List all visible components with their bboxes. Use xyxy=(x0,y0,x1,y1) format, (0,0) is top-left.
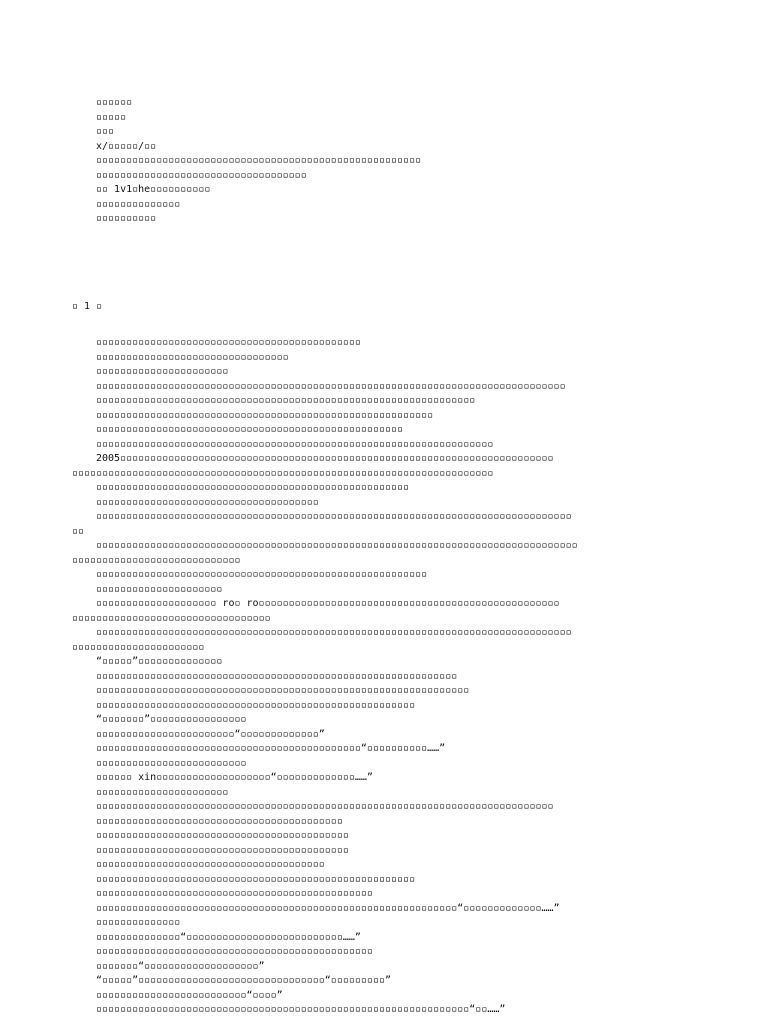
text-line: ▫▫▫▫▫▫▫▫▫▫▫▫▫▫▫▫▫▫▫▫▫▫▫▫▫▫▫▫▫▫▫▫▫▫▫▫▫▫▫▫▫▫▫▫▫▫▫▫▫▫▫▫▫▫▫▫ xyxy=(96,409,434,421)
header-line: ▫▫▫ xyxy=(96,126,115,137)
text-line: ▫▫▫▫▫▫▫▫▫▫▫▫▫▫▫▫▫▫▫▫▫▫▫▫▫▫▫▫▫▫▫▫▫▫▫▫▫ xyxy=(96,496,319,508)
text-line: ▫▫▫▫▫▫▫▫▫▫▫▫▫▫▫▫▫▫▫▫▫▫▫▫▫▫▫▫▫▫▫▫▫▫▫▫▫▫▫▫▫▫▫▫▫▫ xyxy=(96,888,373,899)
text-line: ▫▫▫▫▫▫▫▫▫▫▫▫▫▫▫▫▫▫▫▫▫▫▫▫▫▫▫▫▫▫▫▫▫▫▫▫▫▫▫▫▫▫ xyxy=(96,844,349,856)
text-line: ▫▫▫▫▫▫▫▫▫▫▫▫▫▫ xyxy=(96,917,181,928)
text-line: ▫▫▫▫▫▫ xin▫▫▫▫▫▫▫▫▫▫▫▫▫▫▫▫▫▫▫“▫▫▫▫▫▫▫▫▫▫▫▫▫……” xyxy=(96,772,373,783)
text-line: “▫▫▫▫▫▫▫”▫▫▫▫▫▫▫▫▫▫▫▫▫▫▫▫ xyxy=(96,714,247,725)
text-line: ▫▫▫▫▫▫▫▫▫▫▫▫▫▫▫▫▫▫▫▫▫▫▫▫▫▫▫▫▫▫▫▫▫▫▫▫▫▫▫▫▫▫▫▫▫▫▫▫▫▫▫▫▫▫▫▫▫▫▫▫▫▫ xyxy=(96,685,470,696)
text-line: 2005▫▫▫▫▫▫▫▫▫▫▫▫▫▫▫▫▫▫▫▫▫▫▫▫▫▫▫▫▫▫▫▫▫▫▫▫▫▫▫▫▫▫▫▫▫▫▫▫▫▫▫▫▫▫▫▫▫▫▫▫▫▫▫▫▫▫▫▫▫▫▫▫ xyxy=(96,453,554,464)
text-line: ▫▫▫▫▫▫▫▫▫▫▫▫▫▫▫▫▫▫▫▫▫▫▫▫▫▫▫▫▫▫▫▫▫▫▫▫▫▫▫▫▫▫▫▫▫▫▫▫▫▫▫▫▫▫▫▫▫▫▫▫▫▫▫▫▫▫▫▫▫▫▫▫▫▫▫▫▫▫ xyxy=(96,380,566,392)
text-line: ▫▫▫▫▫▫▫▫▫▫▫▫▫▫▫▫▫▫▫▫▫▫▫▫▫▫▫▫▫▫▫▫▫ xyxy=(72,612,271,624)
text-line: ▫▫▫▫▫▫▫▫▫▫▫▫▫▫▫▫▫▫▫▫▫ xyxy=(96,583,223,595)
text-line: ▫▫▫▫▫▫▫▫▫▫▫▫▫▫▫▫▫▫▫▫▫▫▫▫▫▫▫▫▫▫▫▫▫▫▫▫▫▫▫▫▫▫▫▫▫▫▫▫▫▫▫▫▫▫▫▫▫▫▫▫▫▫▫▫▫▫▫▫▫▫▫▫▫▫▫▫▫▫▫▫ xyxy=(96,540,578,551)
text-line: ▫▫▫▫▫▫▫▫▫▫▫▫▫▫▫▫▫▫▫▫▫▫▫▫▫ xyxy=(96,757,247,769)
header-block xyxy=(72,96,712,227)
text-line: ▫▫▫▫▫▫▫▫▫▫▫▫▫▫▫▫▫▫▫▫▫▫ xyxy=(96,786,229,798)
text-line: “▫▫▫▫▫”▫▫▫▫▫▫▫▫▫▫▫▫▫▫▫▫▫▫▫▫▫▫▫▫▫▫▫▫▫▫▫“▫▫▫▫▫▫▫▫▫” xyxy=(96,975,392,986)
header-line: x/▫▫▫▫▫/▫▫ xyxy=(96,140,157,152)
text-line: ▫▫▫▫▫▫▫▫▫▫▫▫▫▫▫▫▫▫▫▫▫▫▫▫▫▫▫▫▫▫▫▫▫▫▫▫▫▫▫▫▫ xyxy=(96,815,343,827)
text-line: ▫▫▫▫▫▫▫▫▫▫▫▫▫▫▫▫▫▫▫▫▫▫▫“▫▫▫▫▫▫▫▫▫▫▫▫▫” xyxy=(96,728,325,740)
header-line: ▫▫▫▫▫▫▫▫▫▫▫▫▫▫▫▫▫▫▫▫▫▫▫▫▫▫▫▫▫▫▫▫▫▫▫▫▫▫▫▫▫▫▫▫▫▫▫▫▫▫▫▫▫▫ xyxy=(96,155,422,166)
text-line: ▫▫▫▫▫▫▫▫▫▫▫▫▫▫▫▫▫▫▫▫▫▫▫▫▫▫▫▫▫▫▫▫▫▫▫▫▫▫▫▫▫▫▫▫▫▫▫▫▫▫▫▫▫▫▫▫▫▫▫▫“▫▫▫▫▫▫▫▫▫▫▫▫▫……” xyxy=(96,902,560,914)
header-line: ▫▫▫▫▫▫▫▫▫▫▫▫▫▫▫▫▫▫▫▫▫▫▫▫▫▫▫▫▫▫▫▫▫▫▫ xyxy=(96,169,307,181)
text-line: ▫▫▫▫▫▫▫▫▫▫▫▫▫▫▫▫▫▫▫▫▫▫▫▫▫▫▫▫▫▫▫▫▫▫▫▫▫▫▫▫▫▫▫▫▫▫▫▫▫▫▫▫▫▫▫▫▫▫▫▫▫▫▫▫▫▫▫▫▫▫▫▫▫▫▫▫ xyxy=(96,801,554,812)
text-line: ▫▫▫▫▫▫▫▫▫▫▫▫▫▫▫▫▫▫▫▫▫▫▫▫▫▫▫▫▫▫▫▫▫▫▫▫▫▫▫▫▫▫▫▫▫▫▫▫▫▫▫▫▫▫▫▫▫▫▫▫▫▫▫▫▫▫▫▫▫▫ xyxy=(72,467,494,479)
body-text xyxy=(72,336,712,1018)
text-line: ▫▫▫▫▫▫▫▫▫▫▫▫▫▫▫▫▫▫▫▫▫▫▫▫▫▫▫▫▫▫▫▫▫▫▫▫▫▫▫▫▫▫▫▫▫▫▫▫▫▫▫▫▫▫▫▫▫▫▫▫▫▫▫▫▫▫▫▫▫▫▫▫▫▫▫▫▫▫▫ xyxy=(96,511,572,522)
text-line: ▫▫ xyxy=(72,525,85,537)
header-line: ▫▫▫▫▫▫ xyxy=(96,97,133,108)
section-spacer xyxy=(72,249,712,278)
text-line: ▫▫▫▫▫▫▫▫▫▫▫▫▫▫▫▫▫▫▫▫▫▫▫▫▫▫▫▫▫▫▫▫▫▫▫▫▫▫▫▫▫▫▫▫“▫▫▫▫▫▫▫▫▫▫……” xyxy=(96,743,446,754)
header-line: ▫▫▫▫▫ xyxy=(96,111,127,123)
text-line: ▫▫▫▫▫▫▫▫▫▫▫▫▫▫▫▫▫▫▫▫▫▫▫▫▫▫▫▫▫▫▫▫▫▫▫▫▫▫▫▫▫▫▫▫▫▫ xyxy=(96,946,373,957)
text-line: ▫▫▫▫▫▫▫▫▫▫▫▫▫▫▫▫▫▫▫▫▫▫ xyxy=(72,641,205,653)
text-line: ▫▫▫▫▫▫▫▫▫▫▫▫▫▫“▫▫▫▫▫▫▫▫▫▫▫▫▫▫▫▫▫▫▫▫▫▫▫▫▫▫……” xyxy=(96,931,361,943)
text-line: ▫▫▫▫▫▫▫▫▫▫▫▫▫▫▫▫▫▫▫▫▫▫▫▫▫▫▫▫ xyxy=(72,554,241,566)
text-line: ▫▫▫▫▫▫▫▫▫▫▫▫▫▫▫▫▫▫▫▫▫▫▫▫▫▫▫▫▫▫▫▫▫▫▫▫▫▫▫▫▫▫▫▫▫▫▫▫▫▫▫▫▫▫▫▫▫▫▫▫ xyxy=(96,670,458,682)
document-page xyxy=(72,74,712,1029)
text-line: “▫▫▫▫▫”▫▫▫▫▫▫▫▫▫▫▫▫▫▫ xyxy=(96,656,223,667)
text-line: ▫▫▫▫▫▫▫▫▫▫▫▫▫▫▫▫▫▫▫▫▫▫▫▫▫▫▫▫▫▫▫▫▫▫▫▫▫▫▫▫▫▫▫▫ xyxy=(96,337,361,348)
text-line: ▫▫▫▫▫▫▫▫▫▫▫▫▫▫▫▫▫▫▫▫▫▫▫▫▫▫▫▫▫▫▫▫▫▫▫▫▫▫▫▫▫▫▫▫▫▫▫▫▫▫▫▫▫ xyxy=(96,873,416,885)
text-line: ▫▫▫▫▫▫▫▫▫▫▫▫▫▫▫▫▫▫▫▫▫▫▫▫▫▫▫▫▫▫▫▫▫▫▫▫▫▫▫▫▫▫▫▫▫▫▫▫▫▫▫ xyxy=(96,424,404,435)
header-line: ▫▫▫▫▫▫▫▫▫▫▫▫▫▫ xyxy=(96,198,181,210)
text-line: ▫▫▫▫▫▫▫▫▫▫▫▫▫▫▫▫▫▫▫▫ ro▫ ro▫▫▫▫▫▫▫▫▫▫▫▫▫▫▫▫▫▫▫▫▫▫▫▫▫▫▫▫▫▫▫▫▫▫▫▫▫▫▫▫▫▫▫▫▫▫▫▫▫▫ xyxy=(96,598,560,609)
text-line: ▫▫▫▫▫▫▫▫▫▫▫▫▫▫▫▫▫▫▫▫▫▫▫▫▫▫▫▫▫▫▫▫▫▫▫▫▫▫▫▫▫▫▫▫▫▫▫▫▫▫▫▫▫▫▫▫▫▫▫▫▫▫▫ xyxy=(96,395,476,406)
text-line: ▫▫▫▫▫▫▫▫▫▫▫▫▫▫▫▫▫▫▫▫▫▫▫▫▫▫▫▫▫▫▫▫▫▫▫▫▫▫▫▫▫▫▫▫▫▫▫▫▫▫▫▫▫▫▫▫▫▫▫▫▫▫▫▫▫▫ xyxy=(96,438,494,450)
chapter-heading: ▫ 1 ▫ xyxy=(72,300,103,312)
text-line: ▫▫▫▫▫▫▫▫▫▫▫▫▫▫▫▫▫▫▫▫▫▫▫▫▫▫▫▫▫▫▫▫▫▫▫▫▫▫▫▫▫▫▫▫▫▫▫▫▫▫▫▫▫▫▫▫▫▫▫▫▫▫“▫▫……” xyxy=(96,1004,506,1015)
text-line: ▫▫▫▫▫▫▫▫▫▫▫▫▫▫▫▫▫▫▫▫▫▫▫▫▫▫▫▫▫▫▫▫▫▫▫▫▫▫▫▫▫▫▫▫▫▫▫▫▫▫▫▫ xyxy=(96,482,410,493)
text-line: ▫▫▫▫▫▫▫▫▫▫▫▫▫▫▫▫▫▫▫▫▫▫▫▫▫▫▫▫▫▫▫▫▫▫▫▫▫▫▫▫▫▫ xyxy=(96,830,349,841)
text-line: ▫▫▫▫▫▫▫▫▫▫▫▫▫▫▫▫▫▫▫▫▫▫▫▫▫▫▫▫▫▫▫▫ xyxy=(96,351,289,363)
text-line: ▫▫▫▫▫▫▫“▫▫▫▫▫▫▫▫▫▫▫▫▫▫▫▫▫▫▫” xyxy=(96,960,265,972)
text-line: ▫▫▫▫▫▫▫▫▫▫▫▫▫▫▫▫▫▫▫▫▫▫▫▫▫▫▫▫▫▫▫▫▫▫▫▫▫▫ xyxy=(96,859,325,870)
header-line: ▫▫ 1v1▫he▫▫▫▫▫▫▫▫▫▫ xyxy=(96,184,211,195)
header-line: ▫▫▫▫▫▫▫▫▫▫ xyxy=(96,213,157,224)
text-line: ▫▫▫▫▫▫▫▫▫▫▫▫▫▫▫▫▫▫▫▫▫▫▫▫▫“▫▫▫▫” xyxy=(96,989,283,1001)
text-line: ▫▫▫▫▫▫▫▫▫▫▫▫▫▫▫▫▫▫▫▫▫▫▫▫▫▫▫▫▫▫▫▫▫▫▫▫▫▫▫▫▫▫▫▫▫▫▫▫▫▫▫▫▫▫▫▫▫▫▫▫▫▫▫▫▫▫▫▫▫▫▫▫▫▫▫▫▫▫▫ xyxy=(96,627,572,638)
text-line: ▫▫▫▫▫▫▫▫▫▫▫▫▫▫▫▫▫▫▫▫▫▫ xyxy=(96,366,229,377)
text-line: ▫▫▫▫▫▫▫▫▫▫▫▫▫▫▫▫▫▫▫▫▫▫▫▫▫▫▫▫▫▫▫▫▫▫▫▫▫▫▫▫▫▫▫▫▫▫▫▫▫▫▫▫▫▫▫ xyxy=(96,569,428,580)
text-line: ▫▫▫▫▫▫▫▫▫▫▫▫▫▫▫▫▫▫▫▫▫▫▫▫▫▫▫▫▫▫▫▫▫▫▫▫▫▫▫▫▫▫▫▫▫▫▫▫▫▫▫▫▫ xyxy=(96,699,416,711)
